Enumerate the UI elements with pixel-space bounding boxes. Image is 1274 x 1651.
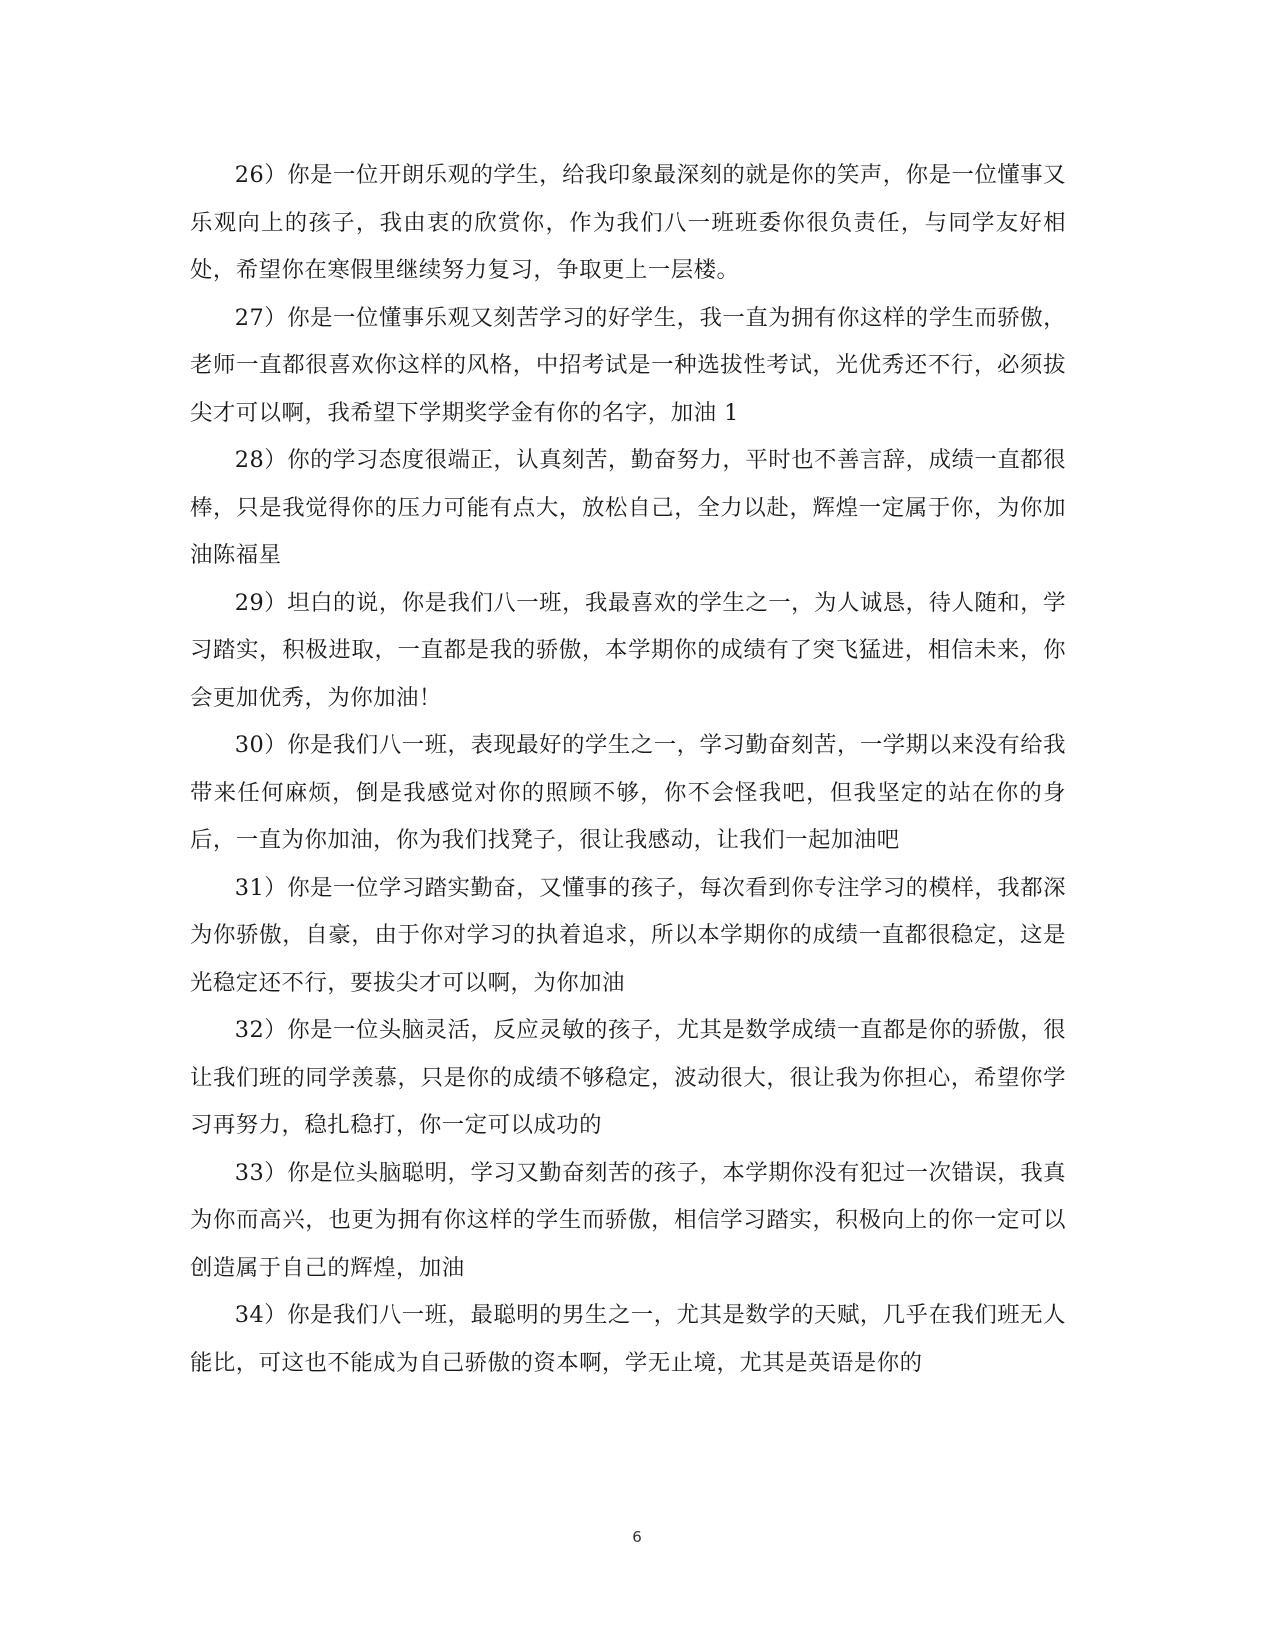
paragraph-30: 30）你是我们八一班，表现最好的学生之一，学习勤奋刻苦，一学期以来没有给我带来任何麻烦，倒是我感觉对你的照顾不够，你不会怪我吧，但我坚定的站在你的身后，一直为你加油，你为我们找凳子，很让我感动，让我们一起加油吧	[190, 732, 1066, 853]
paragraph-32: 32）你是一位头脑灵活，反应灵敏的孩子，尤其是数学成绩一直都是你的骄傲，很让我们班的同学羡慕，只是你的成绩不够稳定，波动很大，很让我为你担心，希望你学习再努力，稳扎稳打，你一定可以成功的	[190, 1017, 1066, 1138]
paragraph-31: 31）你是一位学习踏实勤奋，又懂事的孩子，每次看到你专注学习的模样，我都深为你骄傲，自豪，由于你对学习的执着追求，所以本学期你的成绩一直都很稳定，这是光稳定还不行，要拔尖才可以啊，为你加油	[190, 874, 1066, 996]
document-body	[190, 152, 1066, 1387]
paragraph-33: 33）你是位头脑聪明，学习又勤奋刻苦的孩子，本学期你没有犯过一次错误，我真为你而高兴，也更为拥有你这样的学生而骄傲，相信学习踏实，积极向上的你一定可以创造属于自己的辉煌，加油	[190, 1159, 1066, 1281]
paragraph-28: 28）你的学习态度很端正，认真刻苦，勤奋努力，平时也不善言辞，成绩一直都很棒，只是我觉得你的压力可能有点大，放松自己，全力以赴，辉煌一定属于你，为你加油陈福星	[190, 447, 1066, 568]
page-number: 6	[632, 1528, 642, 1546]
paragraph-34: 34）你是我们八一班，最聪明的男生之一，尤其是数学的天赋，几乎在我们班无人能比，可这也不能成为自己骄傲的资本啊，学无止境，尤其是英语是你的	[190, 1302, 1066, 1376]
paragraph-26: 26）你是一位开朗乐观的学生，给我印象最深刻的就是你的笑声，你是一位懂事又乐观向上的孩子，我由衷的欣赏你，作为我们八一班班委你很负责任，与同学友好相处，希望你在寒假里继续努力复习，争取更上一层楼。	[190, 162, 1066, 283]
paragraph-27: 27）你是一位懂事乐观又刻苦学习的好学生，我一直为拥有你这样的学生而骄傲，老师一直都很喜欢你这样的风格，中招考试是一种选拔性考试，光优秀还不行，必须拔尖才可以啊，我希望下学期奖学金有你的名字，加油 1	[190, 304, 1066, 426]
paragraph-29: 29）坦白的说，你是我们八一班，我最喜欢的学生之一，为人诚恳，待人随和，学习踏实，积极进取，一直都是我的骄傲，本学期你的成绩有了突飞猛进，相信未来，你会更加优秀，为你加油！	[190, 589, 1066, 711]
